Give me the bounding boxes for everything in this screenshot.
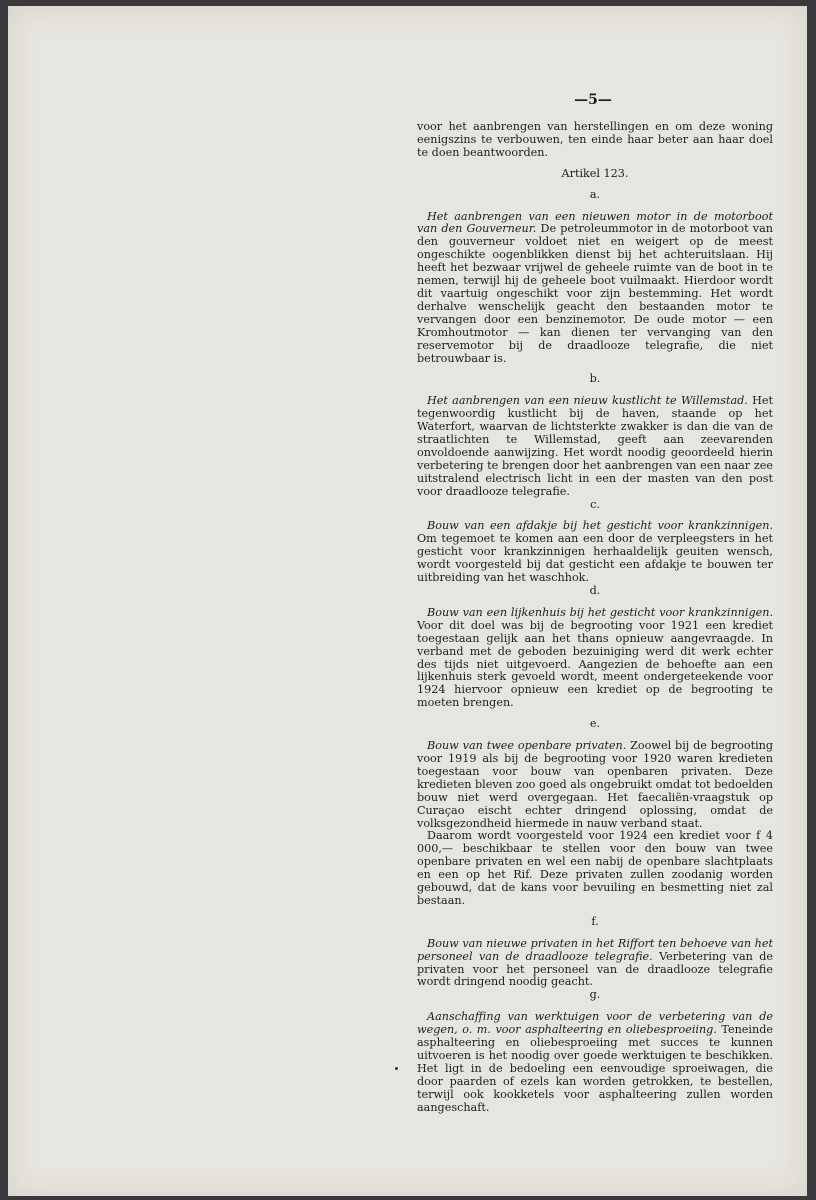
section-a-body: De petroleummotor in de motorboot van den gouverneur voldoet niet en weigert op de meest ongeschikte oogenblikken dienst bij het achteruitslaan. Hij heeft het bezwaar vrijwel de geheele ruimte van de boot in te nemen, terwijl hij de geheele boot vuilmaakt. Hierdoor wordt dit vaartuig ongeschikt voor zijn bestemming. Het wordt derhalve wenschelijk geacht den bestaanden motor te vervangen door een benzinemotor. De oude motor — een Kromhoutmotor — kan dienen ter vervanging van den reservemotor bij de draadlooze telegrafie, die niet betrouwbaar is.	[417, 222, 773, 365]
section-a-paragraph	[417, 211, 773, 366]
section-a-title: Het aanbrengen van een nieuwen motor in de motorboot van den Gouverneur.	[417, 209, 773, 236]
document-body	[417, 121, 773, 1115]
section-e-body: Zoowel bij de begrooting voor 1919 als bij de begrooting voor 1920 waren kredieten toegestaan voor bouw van openbaren privaten. Deze kredieten bleven zoo goed als ongebruikt omdat tot bedoelden bouw niet werd overgegaan. Het faecaliën-vraagstuk op Curaçao eischt echter dringend oplossing, omdat de volksgezondheid hiermede in nauw verband staat.	[417, 739, 774, 830]
section-c-body: Om tegemoet te komen aan een door de verpleegsters in het gesticht voor krankzinnigen herhaaldelijk geuiten wensch, wordt voorgesteld bij dat gesticht een afdakje te bouwen ter uitbreiding van het waschhok.	[417, 532, 773, 585]
section-letter-b: b.	[589, 372, 601, 386]
intro-paragraph: voor het aanbrengen van herstellingen en om deze woning eenigszins te verbouwen, ten einde haar beter aan haar doel te doen beantwoorden.	[417, 120, 773, 159]
section-b-title: Het aanbrengen van een nieuw kustlicht te Willemstad.	[427, 394, 748, 408]
section-letter-f: f.	[591, 914, 599, 928]
ink-mark	[395, 1067, 398, 1070]
section-c-title: Bouw van een afdakje bij het gesticht voor krankzinnigen.	[427, 519, 773, 533]
section-b-paragraph	[417, 395, 773, 498]
section-letter-e: e.	[589, 717, 601, 731]
section-e-paragraph	[417, 740, 773, 830]
section-g-title: Aanschaffing van werktuigen voor de verbetering van de wegen, o. m. voor asphalteering en oliebesproeiing.	[417, 1010, 773, 1037]
section-c-paragraph	[417, 520, 773, 585]
section-d-paragraph	[417, 607, 773, 710]
section-g-paragraph	[417, 1011, 773, 1114]
section-f-title: Bouw van nieuwe privaten in het Riffort ten behoeve van het personeel van de draadlooze telegrafie.	[417, 936, 773, 963]
section-d-body: Voor dit doel was bij de begrooting voor 1921 een krediet toegestaan gelijk aan het thans opnieuw aangevraagde. In verband met de geboden bezuiniging werd dit werk echter des tijds niet uitgevoerd. Aangezien de behoefte aan een lijkenhuis sterk gevoeld wordt, meent ondergeteekende voor 1924 hiervoor opnieuw een krediet op de begrooting te moeten brengen.	[417, 618, 773, 710]
section-e-title: Bouw van twee openbare privaten.	[427, 739, 627, 753]
page-number: —5—	[574, 92, 612, 108]
section-letter-g: g.	[589, 988, 601, 1002]
section-f-body: Verbetering van de privaten voor het personeel van de draadlooze telegrafie wordt dringend noodig geacht.	[417, 949, 774, 989]
section-e-paragraph-2: Daarom wordt voorgesteld voor 1924 een krediet voor f 4 000,— beschikbaar te stellen voor den bouw van twee openbare privaten en wel een nabij de openbare slachtplaats en een op het Rif. Deze privaten zullen zoodanig worden gebouwd, dat de kans voor bevuiling en besmetting niet zal bestaan.	[417, 829, 773, 907]
section-f-paragraph	[417, 938, 773, 990]
section-letter-a: a.	[589, 187, 601, 201]
section-b-body: Het tegenwoordig kustlicht bij de haven, staande op het Waterfort, waarvan de lichtsterkte zwakker is dan die van de straatlichten te Willemstad, geeft aan zeevarenden onvoldoende aanwijzing. Het wordt noodig geoordeeld hierin verbetering te brengen door het aanbrengen van een naar zee uitstralend electrisch licht in een der masten van den post voor draadlooze telegrafie.	[417, 394, 773, 498]
section-g-body: Teneinde asphalteering en oliebesproeiing met succes te kunnen uitvoeren is het noodig over goede werktuigen te beschikken. Het ligt in de bedoeling een eenvoudige sproeiwagen, die door paarden of ezels kan worden getrokken, te bestellen, terwijl ook kookketels voor asphalteering zullen worden aangeschaft.	[417, 1023, 773, 1114]
article-title: Artikel 123.	[561, 166, 629, 180]
section-letter-d: d.	[589, 584, 601, 597]
section-letter-c: c.	[590, 497, 600, 511]
section-d-title: Bouw van een lijkenhuis bij het gesticht voor krankzinnigen.	[427, 605, 773, 619]
